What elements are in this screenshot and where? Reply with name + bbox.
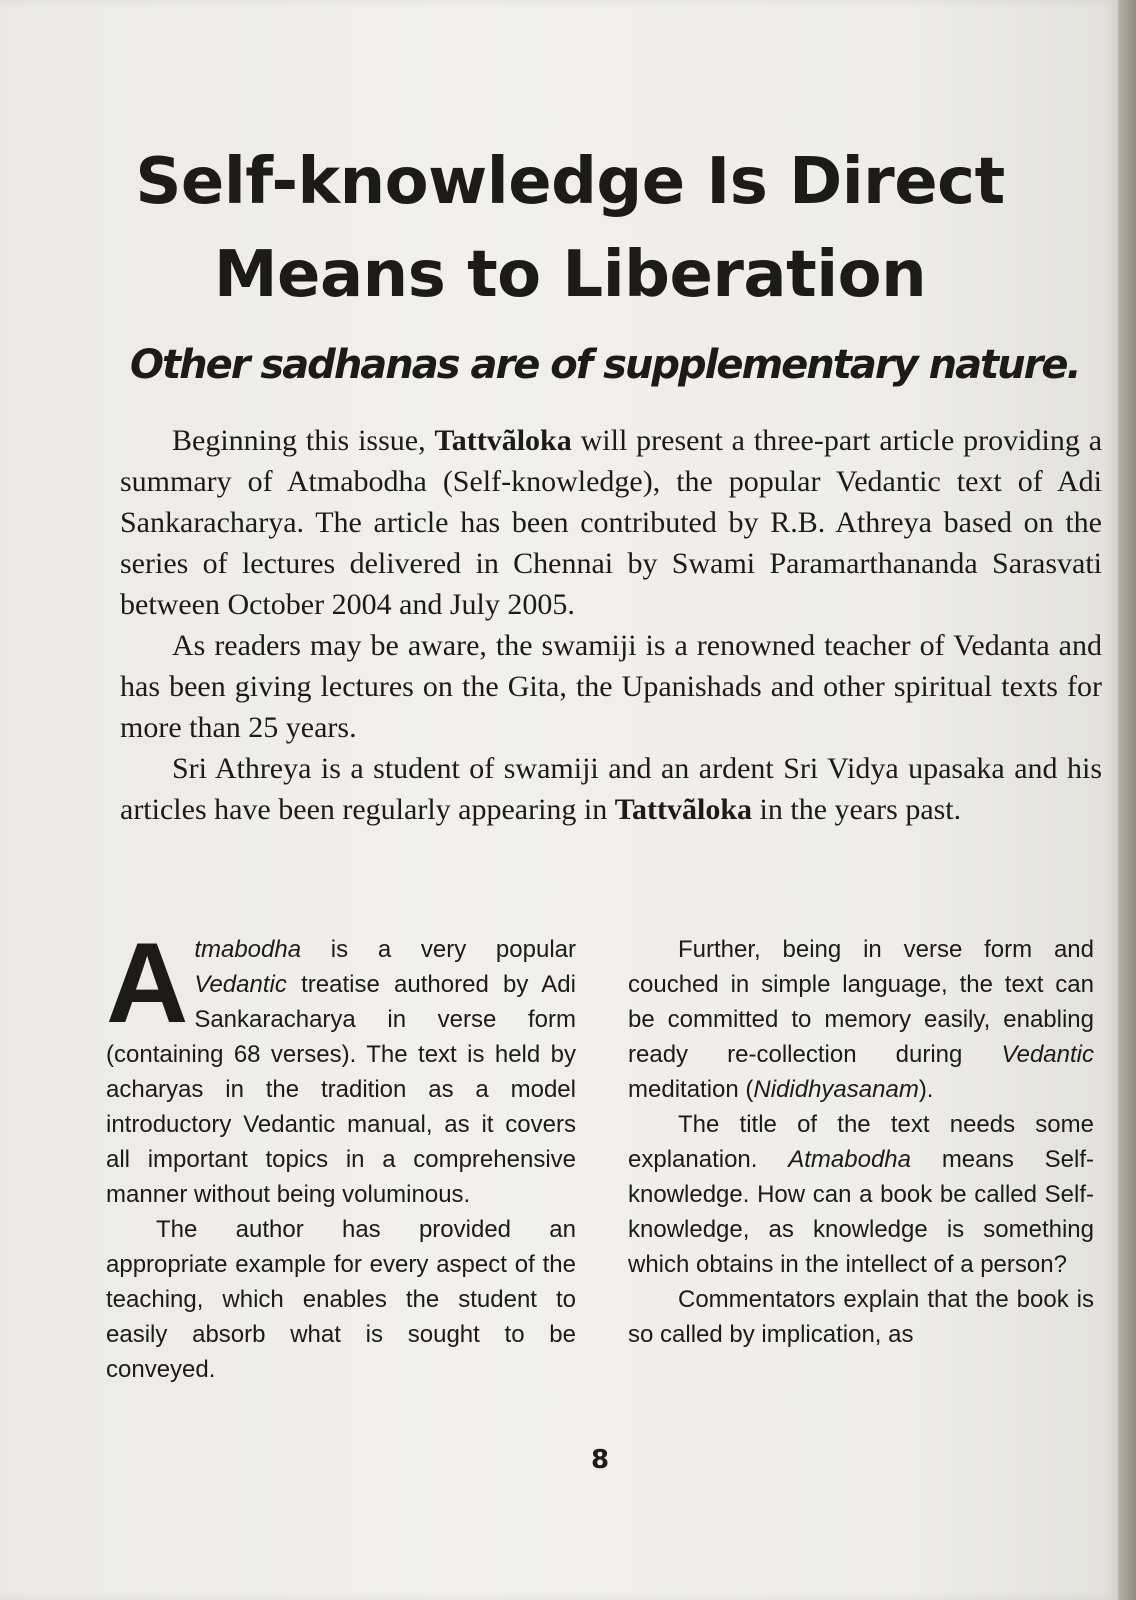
book-page-edge bbox=[1118, 0, 1136, 1600]
article-subtitle: Other sadhanas are of supplementary nature. bbox=[130, 342, 1080, 388]
body-column-left bbox=[106, 920, 576, 1387]
right-p1-text-a: Further, being in verse form and couched in simple language, the text can be committed to memory easily, enabling ready re-collection during bbox=[628, 936, 1094, 1068]
magazine-name: Tattvãloka bbox=[434, 424, 572, 457]
page-number: 8 bbox=[590, 1445, 610, 1475]
magazine-name-repeat: Tattvãloka bbox=[614, 793, 753, 826]
editorial-intro bbox=[120, 420, 1102, 830]
left-paragraph-2: The author has provided an appropriate example for every aspect of the teaching, which enables the student to easily absorb what is sought to be conveyed. bbox=[106, 1216, 576, 1383]
intro-paragraph-2: As readers may be aware, the swamiji is a renowned teacher of Vedanta and has been giving lectures on the Gita, the Upanishads and other spiritual texts for more than 25 years. bbox=[120, 629, 1102, 744]
body-column-right bbox=[628, 932, 1094, 1352]
left-paragraph-1 bbox=[106, 920, 576, 1212]
intro-p3-text-a: Sri Athreya is a student of swamiji and an ardent Sri Vidya upasaka and his articles have been regularly appearing in bbox=[120, 752, 1102, 826]
intro-p1-text-a: Beginning this issue, bbox=[172, 424, 435, 457]
intro-paragraph-3 bbox=[120, 748, 1102, 830]
right-p2-text-a: The title of the text needs some explanation. bbox=[628, 1111, 1094, 1173]
right-paragraph-1 bbox=[628, 932, 1094, 1107]
article-title-line-2: Means to Liberation bbox=[213, 238, 927, 312]
article-title-line-1: Self-knowledge Is Direct bbox=[135, 145, 1005, 219]
term-vedantic: Vedantic bbox=[194, 971, 287, 998]
right-paragraph-3: Commentators explain that the book is so called by implication, as bbox=[628, 1286, 1094, 1348]
right-p1-text-c: ). bbox=[918, 1076, 934, 1103]
intro-p3-text-b: in the years past. bbox=[752, 793, 962, 826]
left-p1-text-b: treatise authored by Adi Sankaracharya in verse form (containing 68 verses). The text is held by acharyas in the tradition as a model introductory Vedantic manual, as it covers all important topics in a comprehensive manner without being voluminous. bbox=[106, 971, 576, 1208]
intro-paragraph-1 bbox=[120, 420, 1102, 625]
term-atmabodha: tmabodha bbox=[194, 936, 302, 963]
term-vedantic-2: Vedantic bbox=[1001, 1041, 1094, 1068]
intro-p1-text-b: will present a three-part article providing a summary of Atmabodha (Self-knowledge), the popular Vedantic text of Adi Sankaracharya. The article has been contributed by R.B. Athreya based on the series of lectures delivered in Chennai by Swami Paramarthananda Sarasvati between October 2004 and July 2005. bbox=[120, 424, 1103, 621]
term-atmabodha-2: Atmabodha bbox=[788, 1146, 912, 1173]
drop-cap: A bbox=[106, 920, 189, 1047]
right-p1-text-b: meditation ( bbox=[628, 1076, 754, 1103]
term-nididhyasanam: Nididhyasanam bbox=[753, 1076, 919, 1103]
right-paragraph-2 bbox=[628, 1107, 1094, 1282]
right-p2-text-b: means Self-knowledge. How can a book be called Self-knowledge, as knowledge is something which obtains in the intellect of a person? bbox=[628, 1146, 1095, 1278]
left-p1-text-a: is a very popular bbox=[301, 936, 576, 963]
